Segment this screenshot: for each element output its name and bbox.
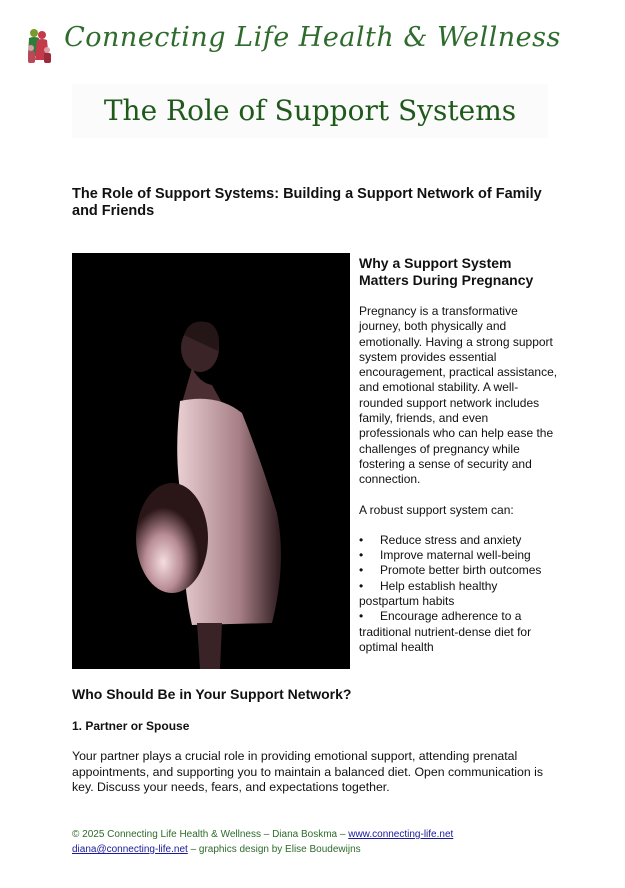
footer-copyright: © 2025 Connecting Life Health & Wellness – Diana Boskma – <box>72 829 349 840</box>
list-item: • Improve maternal well-being <box>359 548 531 563</box>
sidebar-heading: Why a Support System Matters During Pregnancy <box>359 255 534 288</box>
sidebar-paragraph: Pregnancy is a transformative journey, both physically and emotionally. Having a strong support system provides essential encouragement, practical assistance, and emotional stability. A well-rounded support network includes family, friends, and even professionals who can help ease the challenges of pregnancy while fostering a sense of security and connection. <box>359 304 558 487</box>
footer <box>72 827 592 857</box>
site-title: Connecting Life Health & Wellness <box>64 22 561 53</box>
list-item: • Encourage adherence to a traditional nutrient-dense diet for optimal health <box>359 609 532 654</box>
partner-text: Your partner plays a crucial role in providing emotional support, attending prenatal appointments, and supporting you to maintain a balanced diet. Open communication is key. Discuss your needs, fears, and expectations together. <box>72 749 543 794</box>
benefits-intro: A robust support system can: <box>359 502 514 517</box>
website-link[interactable]: www.connecting-life.net <box>348 829 454 840</box>
who-heading: Who Should Be in Your Support Network? <box>72 686 352 702</box>
list-item: • Reduce stress and anxiety <box>359 532 522 547</box>
sidebar-text <box>359 255 559 655</box>
list-item: • Promote better birth outcomes <box>359 563 542 578</box>
benefits-list <box>359 533 559 655</box>
partner-heading: 1. Partner or Spouse <box>72 719 190 733</box>
title-banner <box>72 84 548 138</box>
banner-title: The Role of Support Systems <box>103 94 517 127</box>
pregnant-woman-silhouette-photo <box>72 253 350 669</box>
article-title: The Role of Support Systems: Building a Support Network of Family and Friends <box>72 186 542 219</box>
email-link[interactable]: diana@connecting-life.net <box>72 844 188 855</box>
footer-credit: – graphics design by Elise Boudewijns <box>187 844 361 855</box>
list-item: • Help establish healthy postpartum habits <box>359 578 498 609</box>
